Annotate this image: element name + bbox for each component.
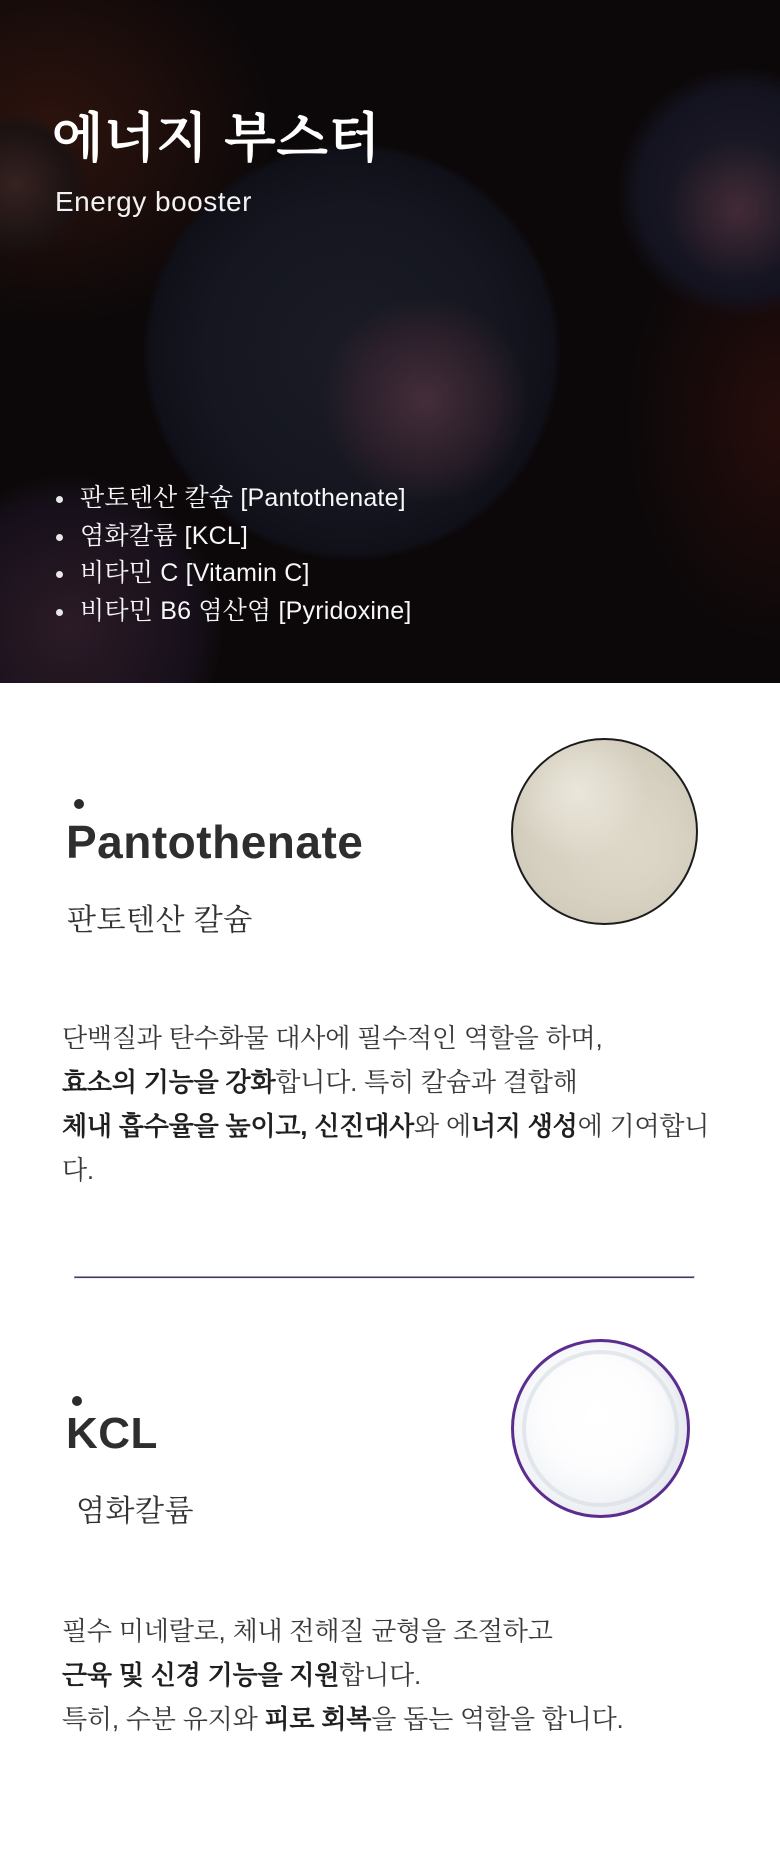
section-heading-kcl: KCL bbox=[66, 1409, 158, 1458]
ingredient-item: 판토텐산 칼슘 [Pantothenate] bbox=[50, 480, 412, 518]
ingredient-item: 비타민 C [Vitamin C] bbox=[50, 555, 412, 593]
ingredient-item: 염화칼륨 [KCL] bbox=[50, 518, 412, 556]
section-bullet-dot bbox=[72, 1396, 82, 1406]
page-title: 에너지 부스터 bbox=[52, 109, 381, 168]
section-heading-pantothenate: Pantothenate bbox=[66, 816, 364, 868]
hero-banner bbox=[0, 0, 780, 683]
kcl-powder-image bbox=[511, 1339, 690, 1518]
section-subheading-pantothenate: 판토텐산 칼슘 bbox=[67, 904, 253, 937]
page-subtitle: Energy booster bbox=[55, 186, 252, 217]
section-bullet-dot bbox=[74, 799, 84, 809]
pantothenate-powder-image bbox=[511, 738, 698, 925]
kcl-description: 필수 미네랄로, 체내 전해질 균형을 조절하고 근육 및 신경 기능을 지원합니다. 특히, 수분 유지와 피로 회복을 돕는 역할을 합니다. bbox=[62, 1616, 624, 1734]
ingredient-item: 비타민 B6 염산염 [Pyridoxine] bbox=[50, 593, 412, 631]
ingredient-list bbox=[50, 480, 412, 630]
section-subheading-kcl: 염화칼륨 bbox=[76, 1495, 194, 1528]
pantothenate-description: 단백질과 탄수화물 대사에 필수적인 역할을 하며, 효소의 기능을 강화합니다. 특히 칼슘과 결합해 체내 흡수율을 높이고, 신진대사와 에너지 생성에 기여합니다. bbox=[62, 1023, 710, 1185]
section-divider bbox=[74, 1276, 695, 1279]
